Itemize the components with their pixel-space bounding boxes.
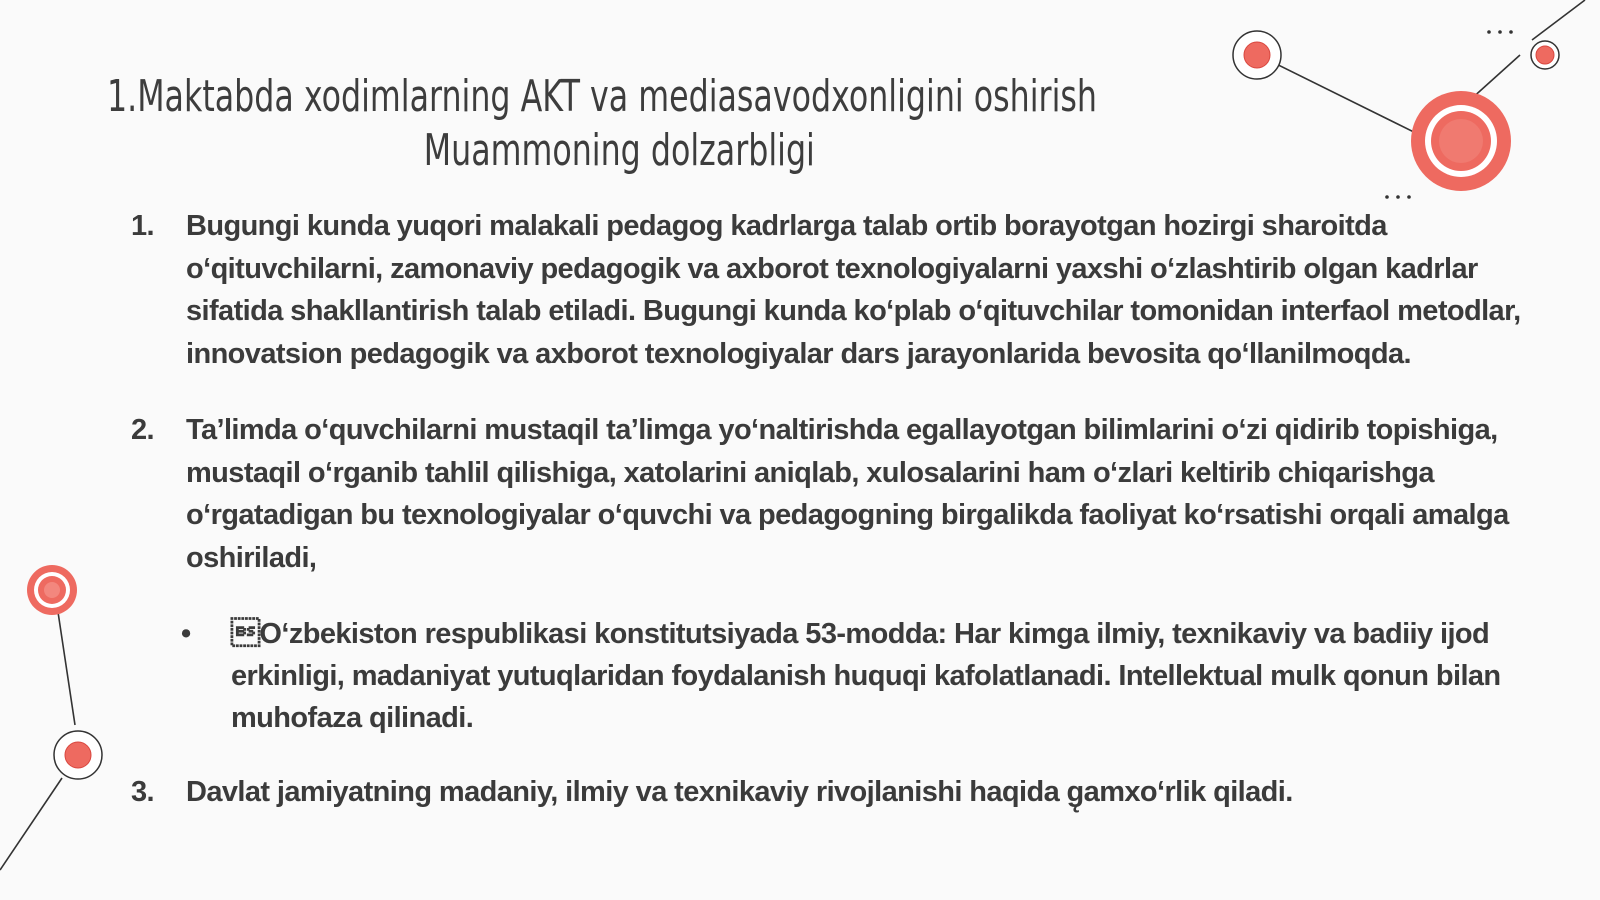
- list-item-number: 3.: [131, 776, 154, 808]
- list-item: [131, 771, 1551, 814]
- bullet-item: [181, 613, 1551, 739]
- title-line-1: 1.Maktabda xodimlarning AKT va mediasavodxonligini oshirish: [107, 71, 1097, 122]
- list-item: [131, 205, 1551, 375]
- list-item-text: Bugungi kunda yuqori malakali pedagog kadrlarga talab ortib borayotgan hozirgi sharoitda o‘qituvchilarni, zamonaviy pedagogik va axborot texnologiyalarni yaxshi o‘zlashtirib olgan kadrlar sifatida shakllantirish talab etiladi. Bugungi kunda ko‘plab o‘qituvchilar tomonidan interfaol metodlar, innovatsion pedagogik va axborot texnologiyalar dars jarayonlarida bevosita qo‘llanilmoqda.: [186, 210, 1521, 370]
- node-circle-icon: [54, 731, 102, 779]
- list-item-number: 1.: [131, 210, 154, 242]
- content-list: [131, 205, 1551, 814]
- list-item-number: 2.: [131, 414, 154, 446]
- slide-title: [107, 70, 1273, 178]
- list-item: [131, 409, 1551, 579]
- bullet-marker: •: [181, 618, 191, 650]
- list-item-text: Davlat jamiyatning madaniy, ilmiy va texnikaviy rivojlanishi haqida g̨amxo‘rlik qiladi.: [186, 776, 1293, 808]
- target-circle-icon: [1411, 91, 1511, 191]
- small-node-circle-icon: [1531, 41, 1559, 69]
- connector-line: [1256, 54, 1430, 140]
- dots-icon: [1385, 195, 1411, 199]
- dots-icon: [1487, 30, 1513, 34]
- title-line-2: Muammoning dolzarbligi: [423, 125, 815, 176]
- connector-line: [1470, 55, 1520, 100]
- bullet-text: O‘zbekiston respublikasi konstitutsiyada 53-modda: Har kimga ilmiy, texnikaviy va badiiy ijod erkinligi, madaniyat yutuqlaridan foydalanish huquqi kafolatlanadi. Intellektual mulk qonun bilan muhofaza qilinadi.: [231, 618, 1501, 734]
- connector-line: [1532, 0, 1585, 40]
- list-item-text: Ta’limda o‘quvchilarni mustaqil ta’limga yo‘naltirishda egallayotgan bilimlarini o‘zi qidirib topishiga, mustaqil o‘rganib tahlil qilishiga, xatolarini aniqlab, xulosalarini ham o‘zlari keltirib chiqarishga o‘rgatadigan bu texnologiyalar o‘quvchi va pedagogning birgalikda faoliyat ko‘rsatishi orqali amalga oshiriladi,: [186, 414, 1509, 574]
- target-circle-icon: [27, 565, 77, 615]
- connector-line: [0, 778, 62, 870]
- connector-line: [58, 612, 75, 725]
